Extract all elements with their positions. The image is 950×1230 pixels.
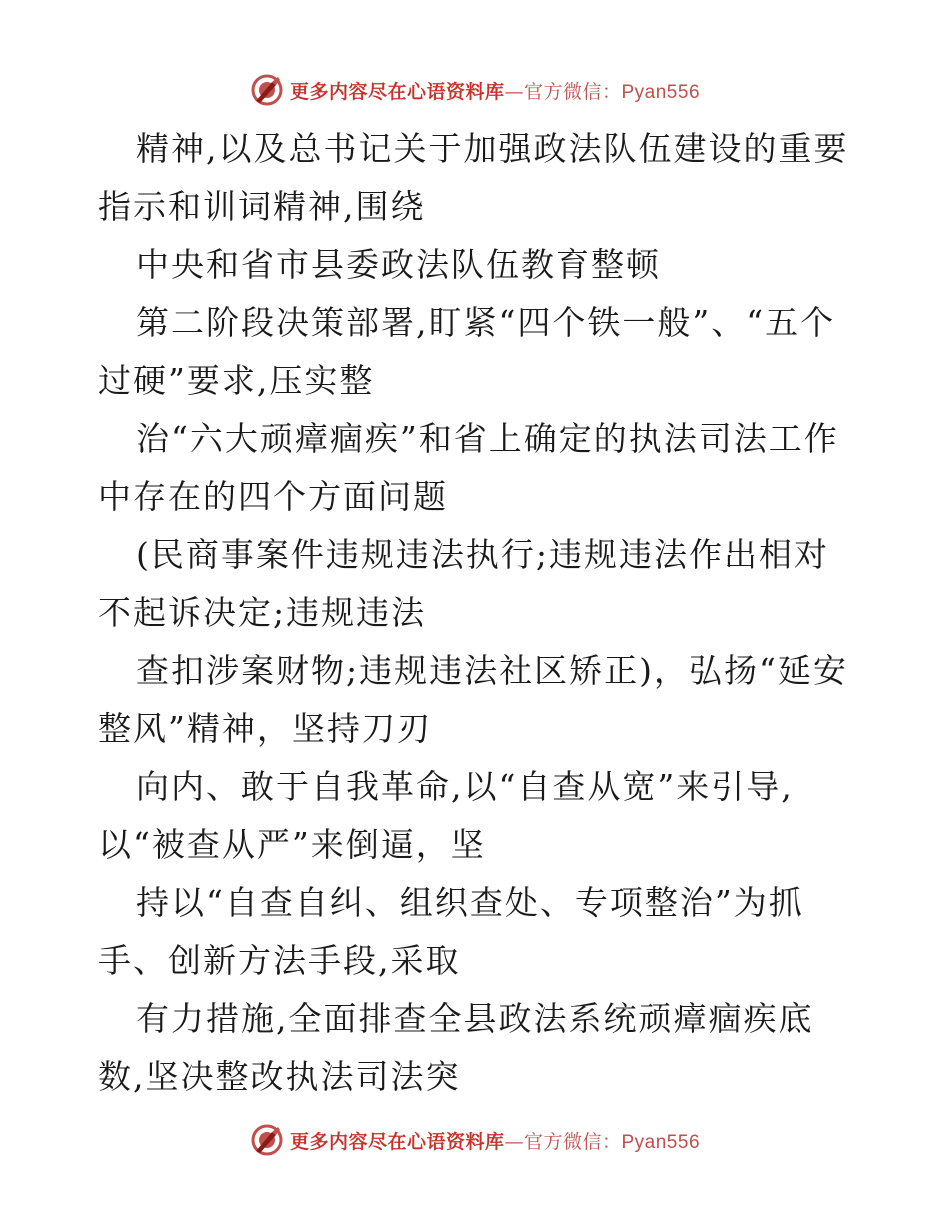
banner-wechat-id: Pyan556 bbox=[621, 1131, 701, 1153]
paragraph: (民商事案件违规违法执行;违规违法作出相对不起诉决定;违规违法 bbox=[98, 535, 829, 632]
paragraph: 查扣涉案财物;违规违法社区矫正)，弘扬“延安整风”精神，坚持刀刃 bbox=[98, 651, 848, 748]
paragraph: 治“六大顽瘴痼疾”和省上确定的执法司法工作中存在的四个方面问题 bbox=[98, 419, 839, 516]
document-body bbox=[98, 120, 858, 1106]
banner-dash: — bbox=[504, 80, 524, 103]
banner-text bbox=[290, 77, 700, 104]
banner-dash: — bbox=[504, 1130, 524, 1153]
pen-logo-icon bbox=[250, 1123, 284, 1157]
paragraph: 有力措施,全面排查全县政法系统顽瘴痼疾底数,坚决整改执法司法突 bbox=[98, 999, 814, 1096]
header-banner bbox=[0, 70, 950, 110]
banner-wechat-id: Pyan556 bbox=[621, 81, 701, 103]
paragraph: 第二阶段决策部署,盯紧“四个铁一般”、“五个过硬”要求,压实整 bbox=[98, 303, 836, 400]
banner-lead-text: 更多内容尽在心语资料库 bbox=[289, 80, 505, 103]
banner-text bbox=[290, 1127, 700, 1154]
paragraph: 精神,以及总书记关于加强政法队伍建设的重要指示和训词精神,围绕 bbox=[98, 129, 849, 226]
footer-banner bbox=[0, 1120, 950, 1160]
banner-tail-text: 官方微信： bbox=[523, 80, 622, 103]
banner-tail-text: 官方微信： bbox=[523, 1130, 622, 1153]
pen-logo-icon bbox=[250, 73, 284, 107]
banner-lead-text: 更多内容尽在心语资料库 bbox=[289, 1130, 505, 1153]
paragraph: 向内、敢于自我革命,以“自查从宽”来引导,以“被查从严”来倒逼，坚 bbox=[98, 767, 794, 864]
paragraph: 中央和省市县委政法队伍教育整顿 bbox=[136, 245, 661, 284]
paragraph: 持以“自查自纠、组织查处、专项整治”为抓手、创新方法手段,采取 bbox=[98, 883, 804, 980]
